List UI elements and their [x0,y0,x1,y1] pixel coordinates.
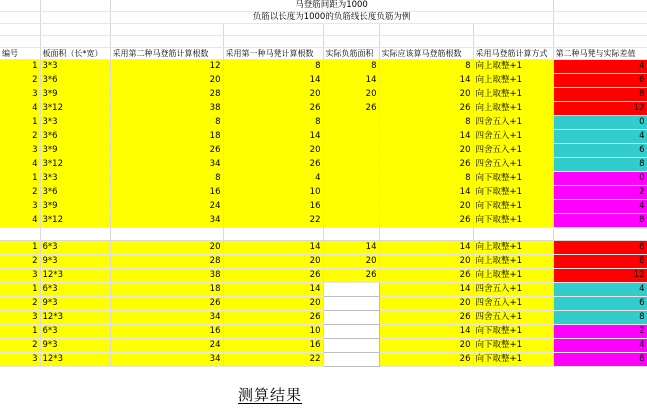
area-cell[interactable]: 3*9 [40,200,110,214]
second-method-count-cell[interactable]: 26 [110,144,223,158]
row-id-cell[interactable]: 2 [0,255,40,269]
difference-cell[interactable]: 6 [553,297,647,311]
negative-area-cell[interactable] [323,186,379,200]
table-row [0,144,647,158]
area-cell[interactable]: 3*3 [40,60,110,74]
actual-count-cell[interactable]: 14 [379,325,473,339]
area-cell[interactable]: 9*3 [40,339,110,353]
first-method-count-cell[interactable]: 14 [223,283,323,297]
second-method-count-cell[interactable]: 28 [110,255,223,269]
row-id-cell[interactable]: 1 [0,116,40,130]
second-method-count-cell[interactable]: 8 [110,116,223,130]
table-row [0,88,647,102]
spacer-cell [553,36,647,48]
actual-count-cell[interactable]: 14 [379,186,473,200]
method-cell[interactable]: 四舍五入+1 [473,158,553,172]
second-method-count-cell[interactable]: 18 [110,130,223,144]
actual-count-cell[interactable]: 20 [379,297,473,311]
table-row [0,116,647,130]
header-cell[interactable]: 第二种马凳与实际差值 [553,48,647,60]
negative-area-cell[interactable] [323,297,379,311]
difference-cell[interactable]: 8 [553,158,647,172]
area-cell[interactable]: 3*9 [40,88,110,102]
first-method-count-cell[interactable]: 26 [223,311,323,325]
title-cell-empty [40,0,110,12]
row-id-cell[interactable]: 3 [0,200,40,214]
difference-cell[interactable]: 8 [553,214,647,228]
empty-cell[interactable] [40,228,110,241]
second-method-count-cell[interactable]: 16 [110,325,223,339]
spacer-cell [40,24,110,36]
actual-count-cell[interactable]: 8 [379,116,473,130]
table-row [0,102,647,116]
row-id-cell[interactable]: 4 [0,158,40,172]
method-cell[interactable]: 向下取整+1 [473,339,553,353]
area-cell[interactable]: 12*3 [40,269,110,283]
difference-cell[interactable]: 6 [553,144,647,158]
second-method-count-cell[interactable]: 8 [110,172,223,186]
area-cell[interactable]: 3*6 [40,74,110,88]
header-cell[interactable]: 采用第一种马凳计算根数 [223,48,323,60]
first-method-count-cell[interactable]: 16 [223,200,323,214]
title-line-1: 马登筋间距为1000 [110,0,553,12]
difference-cell[interactable]: 0 [553,172,647,186]
row-id-cell[interactable]: 3 [0,269,40,283]
actual-count-cell[interactable]: 26 [379,353,473,367]
area-cell[interactable]: 12*3 [40,311,110,325]
spacer-cell [40,36,110,48]
table-row [0,60,647,74]
area-cell[interactable]: 12*3 [40,353,110,367]
actual-count-cell[interactable]: 20 [379,144,473,158]
row-id-cell[interactable]: 1 [0,60,40,74]
spacer-cell [323,24,379,36]
first-method-count-cell[interactable]: 26 [223,158,323,172]
first-method-count-cell[interactable]: 26 [223,269,323,283]
difference-cell[interactable]: 4 [553,200,647,214]
row-id-cell[interactable]: 1 [0,325,40,339]
method-cell[interactable]: 向上取整+1 [473,102,553,116]
second-method-count-cell[interactable]: 18 [110,283,223,297]
table-row [0,325,647,339]
method-cell[interactable]: 四舍五入+1 [473,283,553,297]
area-cell[interactable]: 3*12 [40,214,110,228]
actual-count-cell[interactable]: 20 [379,339,473,353]
table-row [0,269,647,283]
second-method-count-cell[interactable]: 16 [110,186,223,200]
title-cell-empty [0,12,40,24]
first-method-count-cell[interactable]: 10 [223,325,323,339]
area-cell[interactable]: 3*9 [40,144,110,158]
area-cell[interactable]: 9*3 [40,297,110,311]
title-cell-empty [553,12,647,24]
negative-area-cell[interactable] [323,200,379,214]
table-row [0,297,647,311]
actual-count-cell[interactable]: 26 [379,102,473,116]
negative-area-cell[interactable] [323,353,379,367]
method-cell[interactable]: 四舍五入+1 [473,144,553,158]
row-id-cell[interactable]: 1 [0,172,40,186]
table-row [0,255,647,269]
row-id-cell[interactable]: 3 [0,353,40,367]
row-id-cell[interactable]: 4 [0,214,40,228]
difference-cell[interactable]: 8 [553,88,647,102]
method-cell[interactable]: 向下取整+1 [473,186,553,200]
difference-cell[interactable]: 8 [553,353,647,367]
second-method-count-cell[interactable]: 38 [110,102,223,116]
area-cell[interactable]: 3*12 [40,158,110,172]
first-method-count-cell[interactable]: 14 [223,241,323,255]
negative-area-cell[interactable] [323,283,379,297]
negative-area-cell[interactable] [323,339,379,353]
table-row [0,241,647,255]
method-cell[interactable]: 向下取整+1 [473,172,553,186]
second-method-count-cell[interactable]: 34 [110,214,223,228]
negative-area-cell[interactable] [323,325,379,339]
second-method-count-cell[interactable]: 28 [110,88,223,102]
first-method-count-cell[interactable]: 4 [223,172,323,186]
second-method-count-cell[interactable]: 12 [110,60,223,74]
second-method-count-cell[interactable]: 34 [110,353,223,367]
actual-count-cell[interactable]: 14 [379,283,473,297]
row-id-cell[interactable]: 4 [0,102,40,116]
first-method-count-cell[interactable]: 20 [223,88,323,102]
title-line-2: 负筋以长度为1000的负筋线长度负筋为例 [110,12,553,24]
spacer-cell [110,24,223,36]
method-cell[interactable]: 四舍五入+1 [473,297,553,311]
area-cell[interactable]: 3*3 [40,116,110,130]
difference-cell[interactable]: 8 [553,311,647,325]
second-method-count-cell[interactable]: 20 [110,74,223,88]
header-cell[interactable]: 板面积（长*宽） [40,48,110,60]
method-cell[interactable]: 向上取整+1 [473,88,553,102]
table-row [0,130,647,144]
area-cell[interactable]: 6*3 [40,283,110,297]
table-row [0,74,647,88]
second-method-count-cell[interactable]: 34 [110,158,223,172]
first-method-count-cell[interactable]: 10 [223,186,323,200]
negative-area-cell[interactable] [323,172,379,186]
difference-cell[interactable]: 8 [553,255,647,269]
second-method-count-cell[interactable]: 26 [110,297,223,311]
row-id-cell[interactable]: 2 [0,74,40,88]
difference-cell[interactable]: 12 [553,102,647,116]
negative-area-cell[interactable]: 26 [323,269,379,283]
first-method-count-cell[interactable]: 8 [223,116,323,130]
spacer-cell [110,36,223,48]
difference-cell[interactable]: 6 [553,241,647,255]
table-row [0,283,647,297]
first-method-count-cell[interactable]: 22 [223,353,323,367]
empty-cell[interactable] [323,228,379,241]
spacer-cell [0,24,40,36]
negative-area-cell[interactable]: 20 [323,88,379,102]
empty-cell[interactable] [223,228,323,241]
method-cell[interactable]: 四舍五入+1 [473,116,553,130]
first-method-count-cell[interactable]: 22 [223,214,323,228]
negative-area-cell[interactable] [323,214,379,228]
row-id-cell[interactable]: 3 [0,144,40,158]
area-cell[interactable]: 3*12 [40,102,110,116]
area-cell[interactable]: 6*3 [40,241,110,255]
table-row [0,339,647,353]
actual-count-cell[interactable]: 14 [379,130,473,144]
row-id-cell[interactable]: 2 [0,297,40,311]
negative-area-cell[interactable]: 26 [323,102,379,116]
spacer-cell [553,24,647,36]
empty-cell[interactable] [473,228,553,241]
area-cell[interactable]: 3*6 [40,186,110,200]
method-cell[interactable]: 向上取整+1 [473,60,553,74]
difference-cell[interactable]: 4 [553,283,647,297]
negative-area-cell[interactable] [323,311,379,325]
method-cell[interactable]: 向下取整+1 [473,214,553,228]
negative-area-cell[interactable]: 20 [323,255,379,269]
header-cell[interactable]: 采用马登筋计算方式 [473,48,553,60]
negative-area-cell[interactable]: 8 [323,60,379,74]
title-cell-empty [0,0,40,12]
first-method-count-cell[interactable]: 14 [223,74,323,88]
header-cell[interactable]: 编号 [0,48,40,60]
actual-count-cell[interactable]: 26 [379,214,473,228]
actual-count-cell[interactable]: 8 [379,172,473,186]
negative-area-cell[interactable]: 14 [323,241,379,255]
method-cell[interactable]: 向上取整+1 [473,269,553,283]
area-cell[interactable]: 3*6 [40,130,110,144]
spacer-cell [473,24,553,36]
second-method-count-cell[interactable]: 34 [110,311,223,325]
table-row [0,214,647,228]
actual-count-cell[interactable]: 26 [379,311,473,325]
first-method-count-cell[interactable]: 20 [223,144,323,158]
method-cell[interactable]: 向上取整+1 [473,255,553,269]
row-id-cell[interactable]: 1 [0,283,40,297]
difference-cell[interactable]: 12 [553,269,647,283]
title-cell-empty [553,0,647,12]
table-row [0,186,647,200]
spacer-cell [223,24,323,36]
second-method-count-cell[interactable]: 24 [110,200,223,214]
first-method-count-cell[interactable]: 14 [223,130,323,144]
first-method-count-cell[interactable]: 20 [223,255,323,269]
actual-count-cell[interactable]: 26 [379,269,473,283]
negative-area-cell[interactable] [323,144,379,158]
area-cell[interactable]: 9*3 [40,255,110,269]
header-cell[interactable]: 实际应该算马登筋根数 [379,48,473,60]
second-method-count-cell[interactable]: 38 [110,269,223,283]
area-cell[interactable]: 3*3 [40,172,110,186]
actual-count-cell[interactable]: 8 [379,60,473,74]
second-method-count-cell[interactable]: 20 [110,241,223,255]
spacer-cell [0,36,40,48]
actual-count-cell[interactable]: 20 [379,88,473,102]
table-row [0,172,647,186]
first-method-count-cell[interactable]: 26 [223,102,323,116]
difference-cell[interactable]: 4 [553,339,647,353]
difference-cell[interactable]: 4 [553,60,647,74]
table-row [0,158,647,172]
actual-count-cell[interactable]: 26 [379,158,473,172]
title-cell-empty [40,12,110,24]
empty-cell[interactable] [379,228,473,241]
method-cell[interactable]: 四舍五入+1 [473,311,553,325]
row-id-cell[interactable]: 3 [0,88,40,102]
difference-cell[interactable]: 2 [553,325,647,339]
first-method-count-cell[interactable]: 16 [223,339,323,353]
difference-cell[interactable]: 6 [553,74,647,88]
difference-cell[interactable]: 4 [553,130,647,144]
spacer-cell [379,24,473,36]
table-row [0,353,647,367]
table-row [0,200,647,214]
area-cell[interactable]: 6*3 [40,325,110,339]
difference-cell[interactable]: 0 [553,116,647,130]
method-cell[interactable]: 向上取整+1 [473,74,553,88]
actual-count-cell[interactable]: 14 [379,241,473,255]
gap-row [0,228,647,241]
table-row [0,311,647,325]
row-id-cell[interactable]: 3 [0,311,40,325]
method-cell[interactable]: 向上取整+1 [473,241,553,255]
spacer-cell [223,36,323,48]
actual-count-cell[interactable]: 20 [379,200,473,214]
negative-area-cell[interactable] [323,116,379,130]
second-method-count-cell[interactable]: 24 [110,339,223,353]
header-cell[interactable]: 采用第二种马登筋计算根数 [110,48,223,60]
row-id-cell[interactable]: 2 [0,130,40,144]
method-cell[interactable]: 向下取整+1 [473,200,553,214]
spacer-cell [473,36,553,48]
header-cell[interactable]: 实际负筋面积 [323,48,379,60]
empty-cell[interactable] [553,228,647,241]
empty-cell[interactable] [110,228,223,241]
method-cell[interactable]: 向下取整+1 [473,325,553,339]
empty-cell[interactable] [0,228,40,241]
negative-area-cell[interactable] [323,158,379,172]
first-method-count-cell[interactable]: 20 [223,297,323,311]
result-title: 测算结果 [238,386,303,404]
negative-area-cell[interactable] [323,130,379,144]
method-cell[interactable]: 向下取整+1 [473,353,553,367]
method-cell[interactable]: 四舍五入+1 [473,130,553,144]
spacer-cell [323,36,379,48]
actual-count-cell[interactable]: 14 [379,74,473,88]
first-method-count-cell[interactable]: 8 [223,60,323,74]
row-id-cell[interactable]: 2 [0,339,40,353]
row-id-cell[interactable]: 2 [0,186,40,200]
difference-cell[interactable]: 2 [553,186,647,200]
actual-count-cell[interactable]: 20 [379,255,473,269]
row-id-cell[interactable]: 1 [0,241,40,255]
header-row [0,48,647,60]
spacer-cell [379,36,473,48]
negative-area-cell[interactable]: 14 [323,74,379,88]
